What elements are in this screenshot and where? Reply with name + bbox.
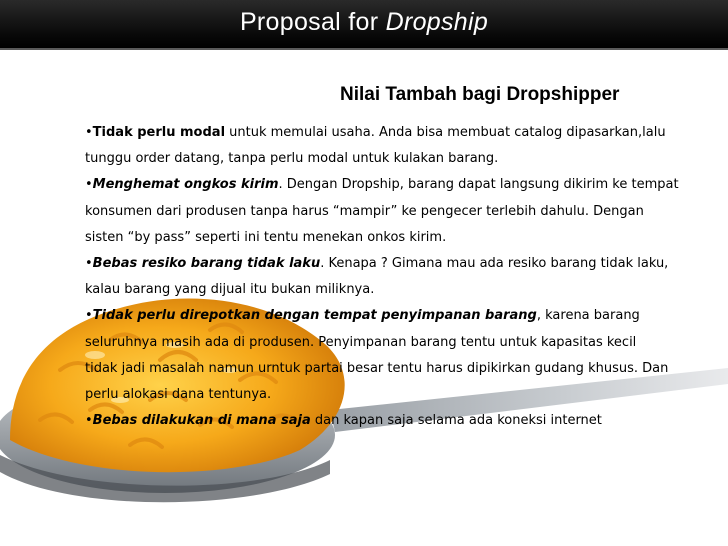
bullet-line: •Bebas dilakukan di mana saja dan kapan saja selama ada koneksi internet — [85, 413, 602, 429]
slide-title — [0, 8, 728, 37]
text-line: tunggu order datang, tanpa perlu modal untuk kulakan barang. — [85, 151, 499, 167]
bullet-line: •Menghemat ongkos kirim. Dengan Dropship, barang dapat langsung dikirim ke tempat — [85, 177, 679, 193]
bullet-line: •Tidak perlu modal untuk memulai usaha. Anda bisa membuat catalog dipasarkan,lalu — [85, 125, 666, 140]
text-line: sisten “by pass” seperti ini tentu menekan onkos kirim. — [85, 229, 447, 245]
title-prefix: Proposal for — [239, 8, 386, 36]
text-line: kalau barang yang dijual itu bukan miliknya. — [85, 282, 375, 298]
text-line: perlu alokasi dana tentunya. — [85, 387, 272, 403]
text-line: konsumen dari produsen tanpa harus “mampir” ke pengecer terlebih dahulu. Dengan — [85, 203, 644, 219]
slide-heading: Nilai Tambah bagi Dropshipper — [340, 84, 620, 105]
bullet-line: •Bebas resiko barang tidak laku. Kenapa ? Gimana mau ada resiko barang tidak laku, — [85, 256, 669, 272]
body-text — [85, 120, 705, 434]
text-line: seluruhnya masih ada di produsen. Penyimpanan barang tentu untuk kapasitas kecil — [85, 334, 637, 350]
bullet-line: •Tidak perlu direpotkan dengan tempat penyimpanan barang, karena barang — [85, 308, 640, 324]
title-emphasis: Dropship — [385, 8, 489, 36]
title-bar — [0, 0, 728, 50]
text-line: tidak jadi masalah namun urntuk partai besar tentu harus dipikirkan gudang khusus. Dan — [85, 360, 669, 376]
